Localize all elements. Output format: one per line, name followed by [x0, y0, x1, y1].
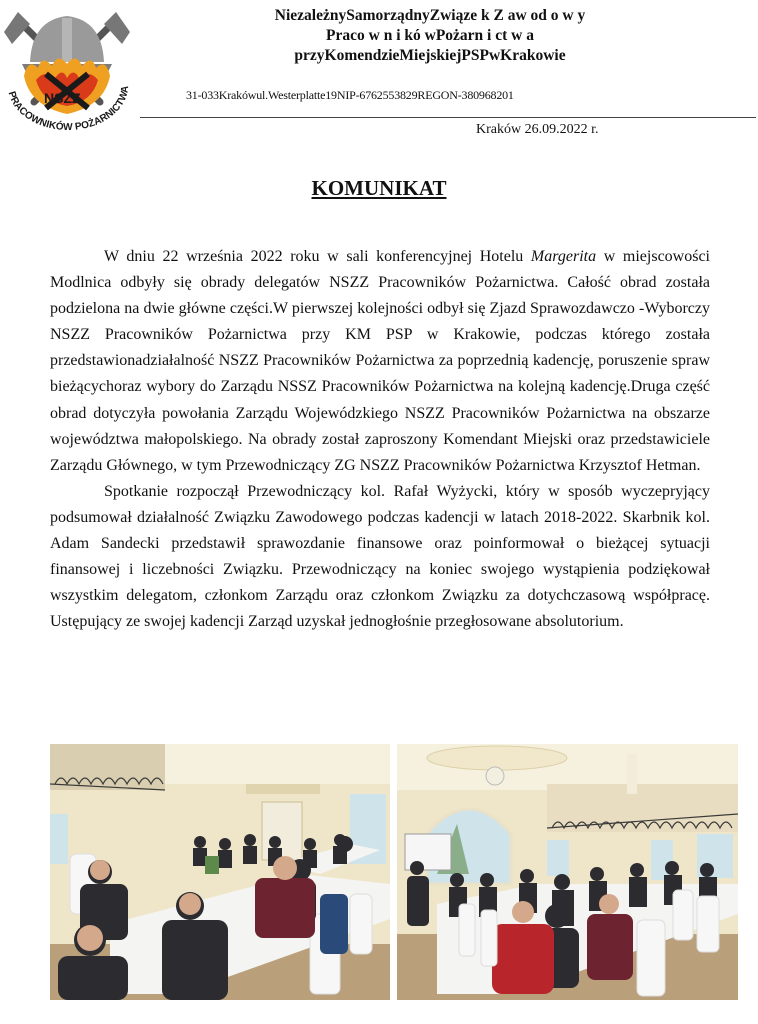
meeting-photo-left: [50, 744, 390, 1000]
organization-name: [220, 6, 640, 66]
logo-badge-text: NSZZ: [44, 90, 81, 106]
header-divider: [140, 117, 756, 118]
document-title: KOMUNIKAT: [311, 176, 447, 200]
paragraph-2: Spotkanie rozpoczął Przewodniczący kol. Rafał Wyżycki, który w sposób wyczepryjący podsumował działalność Związku Zawodowego podczas kadencji w latach 2018-2022. Skarbnik kol. Adam Sandecki przedstawił sprawozdanie finansowe oraz poinformował o bieżącej sytuacji finansowej i liczebności Związku. Przewodniczący na koniec swojego wystąpienia podziękował wszystkim delegatom, członkom Zarządu oraz członkom Związku za dotychczasową współpracę. Ustępujący ze swojej kadencji Zarząd uzyskał jednogłośnie przegłosowane absolutorium.: [50, 482, 710, 631]
organization-name-line-2: Praco w n i kó wPożarn i ct w a: [326, 27, 534, 44]
organization-name-line-3: przyKomendzieMiejskiejPSPwKrakowie: [294, 47, 566, 64]
fire-helmet-emblem-icon: [0, 2, 134, 132]
paragraph-1-intro: W dniu 22 września 2022 roku w sali konferencyjnej Hotelu: [104, 248, 531, 265]
paragraph-1: [50, 244, 710, 479]
paragraph-1-rest: w miejscowości Modlnica odbyły się obrady delegatów NSZZ Pracowników Pożarnictwa. Całość obrad została podzielona na dwie główne części.W pierwszej kolejności odbył się Zjazd Sprawozdawczo -Wyborczy NSZZ Pracowników Pożarnictwa przy KM PSP w Krakowie, podczas którego została przedstawionadziałalność NSZZ Pracowników Pożarnictwa za poprzednią kadencję, poruszenie spraw bieżącychoraz wybory do Zarządu NSSZ Pracowników Pożarnictwa na kolejną kadencję.Druga część obrad dotyczyła powołania Zarządu Wojewódzkiego NSZZ Pracowników Pożarnictwa na obszarze województwa małopolskiego. Na obrady został zaproszony Komendant Miejski oraz przedstawiciele Zarządu Głównego, w tym Przewodniczący ZG NSZZ Pracowników Pożarnictwa Krzysztof Hetman.: [50, 248, 710, 474]
hotel-name: Margerita: [530, 248, 597, 265]
address-line: 31-033Krakówul.Westerplatte19NIP-6762553829REGON-380968201: [186, 88, 514, 102]
document-date: Kraków 26.09.2022 r.: [476, 122, 599, 137]
organization-name-line-1: NiezależnySamorządnyZwiąze k Z aw od o w y: [274, 7, 586, 24]
logo-ring-text: PRACOWNIKÓW POŻARNICTWA: [5, 85, 132, 132]
meeting-photo-right: [397, 744, 738, 1000]
document-body: [50, 244, 710, 635]
union-logo: [0, 2, 134, 132]
